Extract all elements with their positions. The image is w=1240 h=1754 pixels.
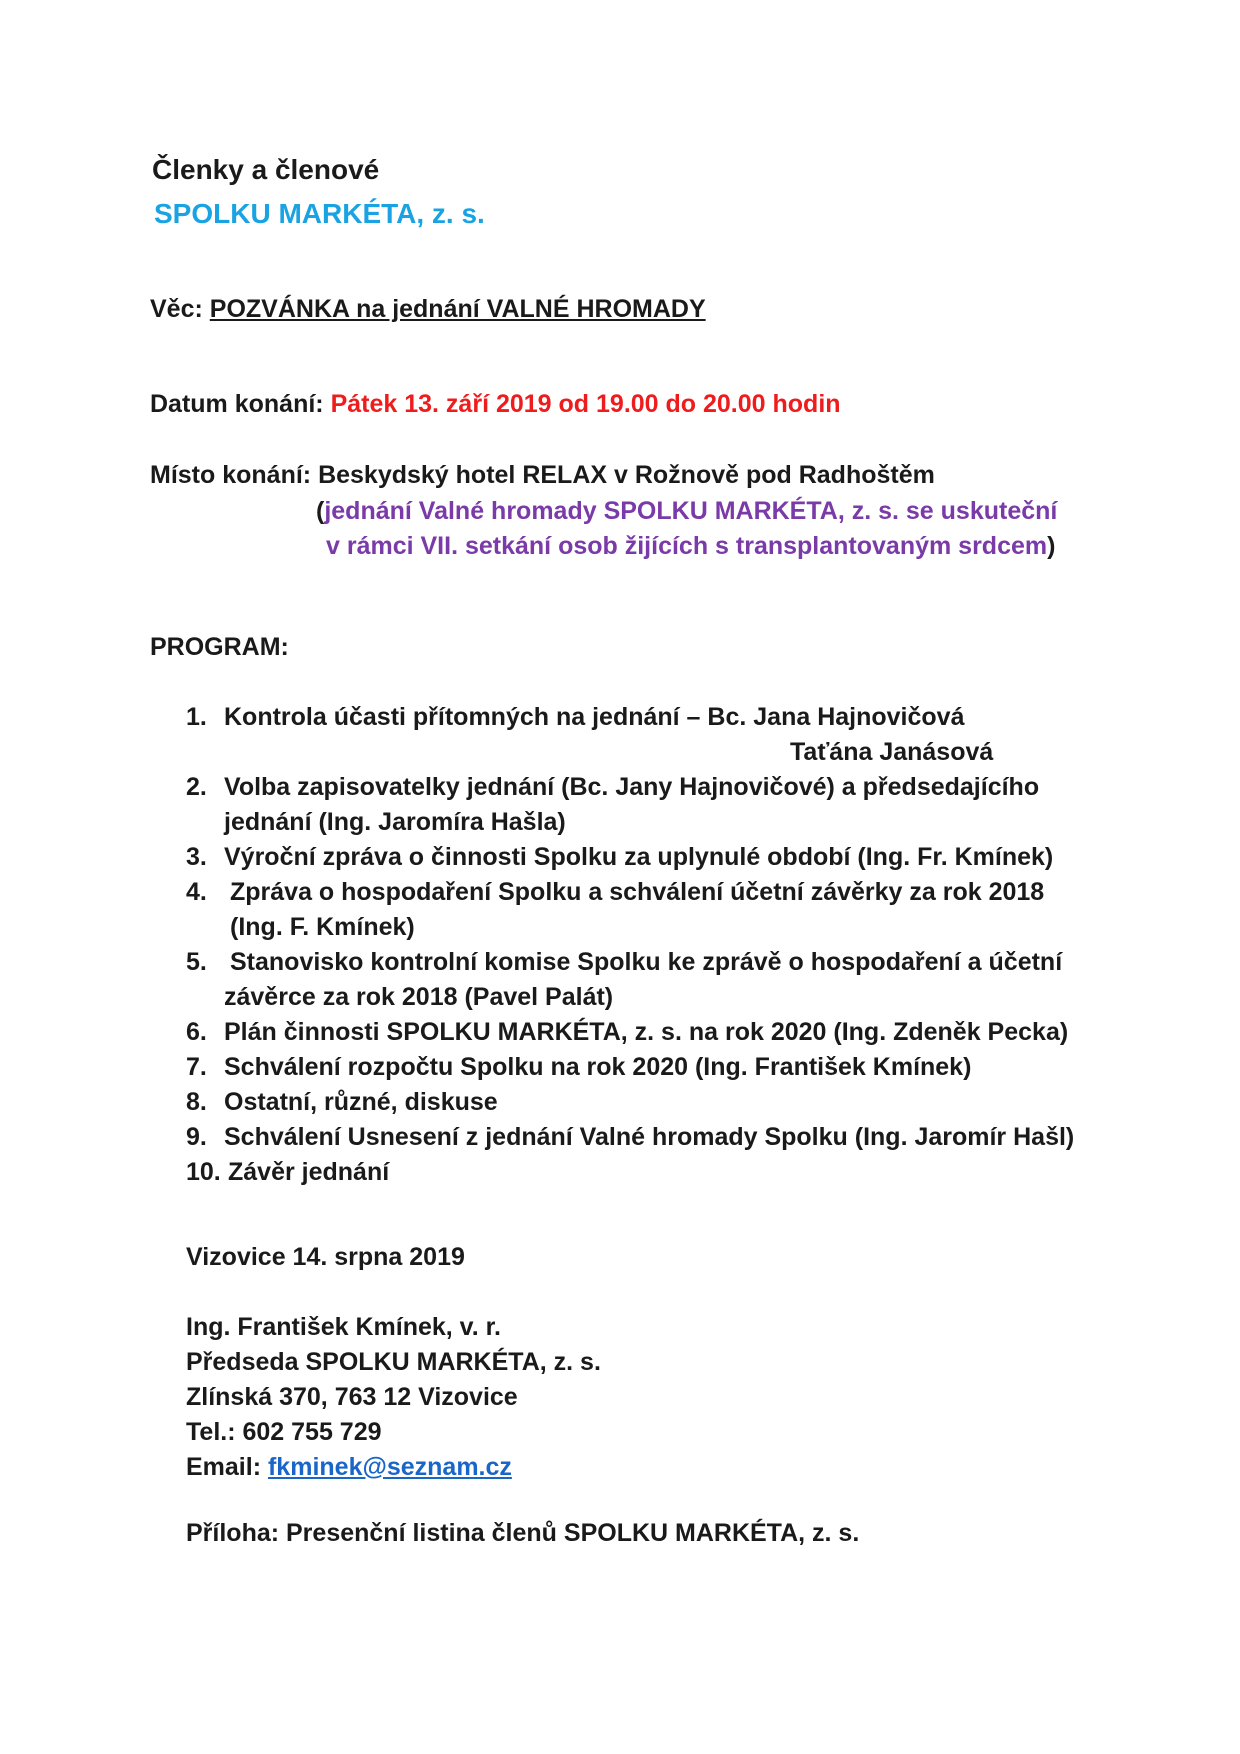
program-item-text: Výroční zpráva o činnosti Spolku za uplynulé období (Ing. Fr. Kmínek) [224,843,1054,871]
program-item-number: 8. [186,1088,207,1116]
place-and-date: Vizovice 14. srpna 2019 [186,1243,465,1271]
program-item-text: Ostatní, různé, diskuse [224,1088,498,1116]
subject-text: POZVÁNKA na jednání VALNÉ HROMADY [209,295,706,323]
program-item-number: 9. [186,1123,207,1151]
signature-role: Předseda SPOLKU MARKÉTA, z. s. [186,1348,601,1376]
salutation-line-1: Členky a členové [152,154,380,185]
program-item-number: 3. [186,843,207,871]
date-value: Pátek 13. září 2019 od 19.00 do 20.00 hodin [330,390,841,418]
program-item-number: 4. [186,878,207,906]
program-item-number: 6. [186,1018,207,1046]
program-item-number: 10. [186,1158,221,1186]
email-link[interactable]: fkminek@seznam.cz [267,1453,512,1481]
place-label: Místo konání: [150,461,319,489]
place-line [150,458,935,493]
program-item-number: 1. [186,703,207,731]
signature-phone: Tel.: 602 755 729 [186,1418,382,1446]
program-item-text: Kontrola účasti přítomných na jednání – Bc. Jana Hajnovičová [224,703,965,731]
program-item-text: Schválení rozpočtu Spolku na rok 2020 (Ing. František Kmínek) [224,1053,972,1081]
program-item-number: 7. [186,1053,207,1081]
salutation-line-2: SPOLKU MARKÉTA, z. s. [154,198,485,229]
place-note-line-1 [316,494,1057,529]
program-item-text: (Ing. F. Kmínek) [230,913,415,941]
date-label: Datum konání: [150,390,331,418]
date-line [150,387,841,422]
attachment-note: Příloha: Presenční listina členů SPOLKU MARKÉTA, z. s. [186,1519,860,1547]
place-value: Beskydský hotel RELAX v Rožnově pod Radhoštěm [318,461,935,489]
subject-line [150,292,706,327]
program-item-text: Zpráva o hospodaření Spolku a schválení účetní závěrky za rok 2018 [230,878,1045,906]
program-item-number: 5. [186,948,207,976]
program-item-text: závěrce za rok 2018 (Pavel Palát) [224,983,614,1011]
program-item-number: 2. [186,773,207,801]
signature-email-line [186,1450,601,1485]
subject-label: Věc: [150,295,210,323]
email-label: Email: [186,1453,268,1481]
program-item-text: Stanovisko kontrolní komise Spolku ke zprávě o hospodaření a účetní [230,948,1063,976]
place-note-text-1: jednání Valné hromady SPOLKU MARKÉTA, z. s. se uskuteční [324,497,1058,525]
place-note-close-paren: ) [1047,532,1056,560]
place-note-open-paren: ( [316,497,325,525]
program-item-text: Taťána Janásová [790,738,994,766]
program-heading: PROGRAM: [150,633,289,661]
signature-block [186,1310,601,1485]
place-note-line-2 [326,529,1055,564]
program-item-text: Plán činnosti SPOLKU MARKÉTA, z. s. na rok 2020 (Ing. Zdeněk Pecka) [224,1018,1069,1046]
program-item-text: Závěr jednání [228,1158,390,1186]
program-item-text: Schválení Usnesení z jednání Valné hromady Spolku (Ing. Jaromír Hašl) [224,1123,1075,1151]
program-item-text: jednání (Ing. Jaromíra Hašla) [224,808,566,836]
program-item-text: Volba zapisovatelky jednání (Bc. Jany Hajnovičové) a předsedajícího [224,773,1040,801]
signature-address: Zlínská 370, 763 12 Vizovice [186,1383,518,1411]
signature-name: Ing. František Kmínek, v. r. [186,1313,501,1341]
place-note-text-2: v rámci VII. setkání osob žijících s transplantovaným srdcem [326,532,1048,560]
